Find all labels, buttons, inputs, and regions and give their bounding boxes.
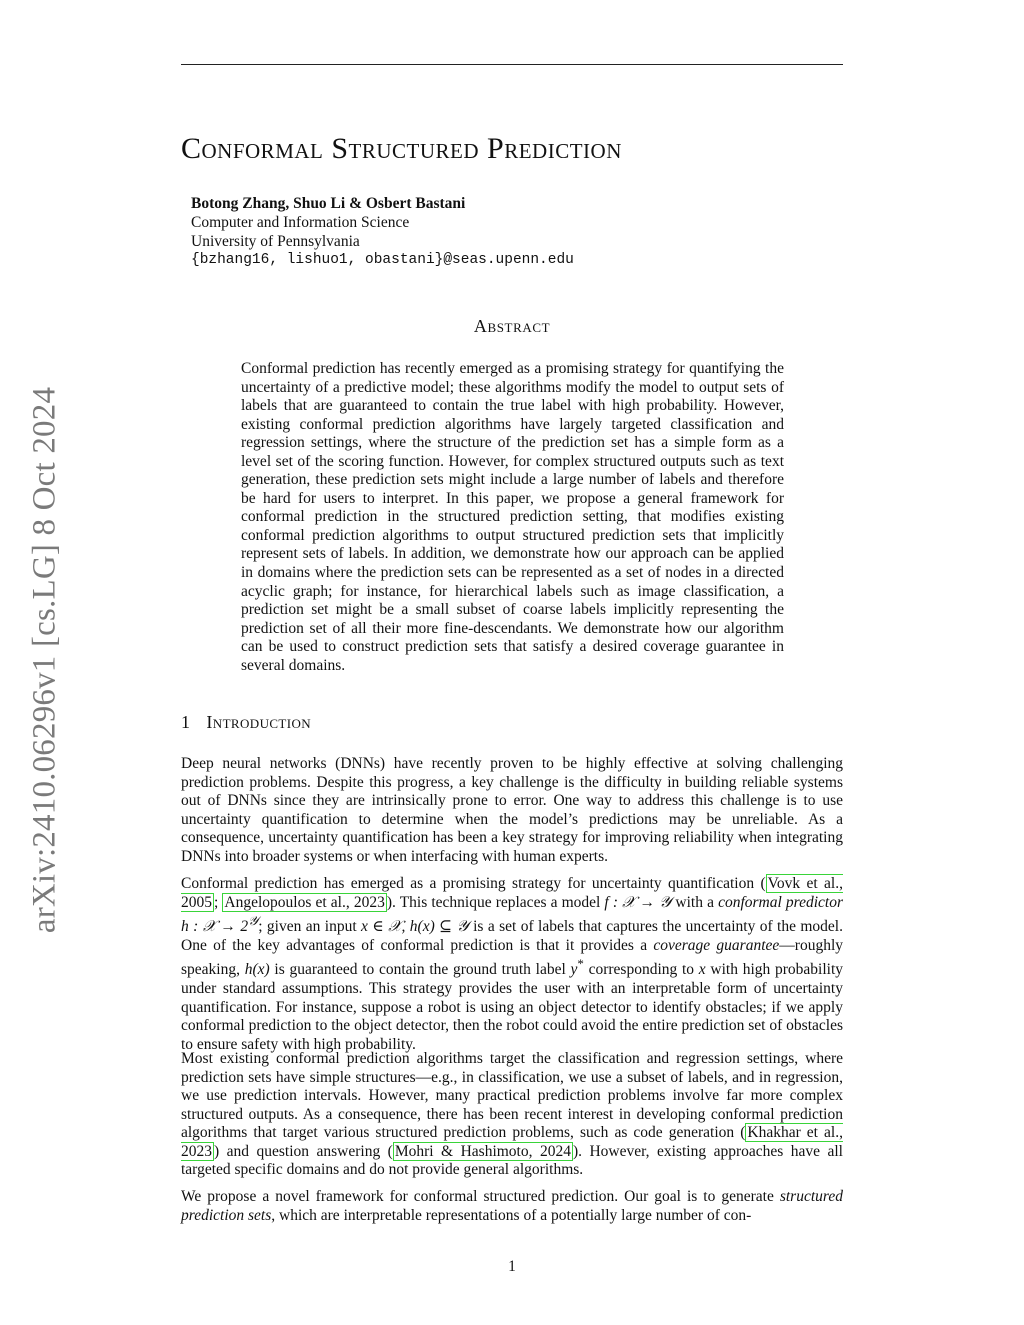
text-span: ; given an input xyxy=(258,918,362,936)
math-expression: x xyxy=(698,961,706,979)
abstract-heading: Abstract xyxy=(473,316,551,336)
section-title: Introduction xyxy=(206,712,312,732)
citation-link[interactable]: Mohri & Hashimoto, 2024 xyxy=(394,1142,571,1160)
text-span: , which are interpretable representations of a potentially large number of con- xyxy=(271,1206,752,1224)
text-span: with high probability under standard assumptions. This strategy provides the user with an interpretable form of uncertainty quantification. For instance, suppose a robot is using an object detector to identify obstacles; if we apply conformal prediction to the object detector, then the robot could avoid the entire prediction set of obstacles to ensure safety with high probability. xyxy=(181,961,843,1053)
citation-link[interactable]: Khakhar et al., 2023 xyxy=(181,1124,843,1160)
author-names: Botong Zhang, Shuo Li & Osbert Bastani xyxy=(191,195,466,212)
intro-paragraph-1: Deep neural networks (DNNs) have recently proven to be highly effective at solving challenging prediction problems. Despite this progress, a key challenge is the difficulty in building reliable systems out of DNNs since they are intrinsically prone to error. One way to address this challenge is to use uncertainty quantification to determine when the model’s predictions may be unreliable. As a consequence, uncertainty quantification has been a key strategy for improving reliability when integrating DNNs into broader systems or when interfacing with human experts. xyxy=(181,755,843,865)
math-expression: x ∈ 𝒳, h(x) ⊆ 𝒴 xyxy=(361,918,469,936)
text-span: with a xyxy=(671,893,719,911)
arxiv-identifier: arXiv:2410.06296v1 [cs.LG] 8 Oct 2024 xyxy=(26,386,63,934)
text-span: ). This technique replaces a model xyxy=(386,893,605,911)
text-span: is guaranteed to contain the ground truth label xyxy=(269,961,571,979)
text-span: Most existing conformal prediction algorithms target the classification and regression settings, where prediction sets have simple structures—e.g., in classification, we use a subset of labels, and in regression, we use prediction intervals. However, many practical prediction problems involve far more complex structured outputs. As a consequence, there has been recent interest in developing conformal prediction algorithms that target various structured prediction problems, such as code generation ( xyxy=(181,1050,843,1142)
paper-title: Conformal Structured Prediction xyxy=(181,132,622,165)
emphasis-text: structured prediction sets xyxy=(181,1188,843,1224)
intro-paragraph-2 xyxy=(181,875,843,1054)
text-span: We propose a novel framework for conformal structured prediction. Our goal is to generate xyxy=(181,1188,780,1205)
abstract-text: Conformal prediction has recently emerged as a promising strategy for quantifying the uncertainty of a predictive model; these algorithms modify the model to output sets of labels that are guaranteed to contain the true label with high probability. However, existing conformal prediction algorithms have largely targeted classification and regression settings, where the structure of the prediction set has a simple form as a level set of the scoring function. However, for complex structured outputs such as text generation, these prediction sets might include a large number of labels and therefore be hard for users to interpret. In this paper, we propose a general framework for conformal prediction in the structured prediction setting, that modifies existing conformal prediction algorithms to output structured prediction sets that implicitly represent sets of labels. In addition, we demonstrate how our approach can be applied in domains where the prediction sets can be represented as a set of nodes in a directed acyclic graph; for instance, for hierarchical labels such as image classification, a prediction set might be a small subset of coarse labels implicitly representing the prediction set of all their more fine-descendants. We demonstrate how our algorithm can be used to construct prediction sets that satisfy a desired coverage guarantee in several domains. xyxy=(241,360,784,674)
page-number: 1 xyxy=(508,1258,516,1275)
math-expression: h : 𝒳 → 2 xyxy=(181,918,249,936)
header-rule xyxy=(181,64,843,65)
emphasis-text: conformal predictor xyxy=(718,893,843,911)
math-expression: h(x) xyxy=(244,961,270,979)
text-span: —roughly speaking, xyxy=(181,936,843,979)
author-email: {bzhang16, lishuo1, obastani}@seas.upenn.edu xyxy=(191,252,574,268)
citation-link[interactable]: Vovk et al., 2005 xyxy=(181,875,843,911)
author-university: University of Pennsylvania xyxy=(191,233,360,250)
math-superscript: * xyxy=(577,956,584,972)
author-department: Computer and Information Science xyxy=(191,214,410,231)
text-span: corresponding to xyxy=(583,961,699,979)
text-span: ; xyxy=(214,893,223,911)
math-expression: f : 𝒳 → 𝒴 xyxy=(604,893,672,911)
text-span: ) and question answering ( xyxy=(214,1142,393,1160)
math-expression: y xyxy=(570,961,578,979)
intro-paragraph-3 xyxy=(181,1050,843,1180)
math-superscript: 𝒴 xyxy=(248,913,259,929)
text-span: is a set of labels that captures the uncertainty of the model. One of the key advantages of conformal prediction is that it provides a xyxy=(181,918,843,954)
section-heading xyxy=(181,712,311,733)
emphasis-text: coverage guarantee xyxy=(653,936,780,954)
author-block xyxy=(191,194,574,270)
text-span: Conformal prediction has emerged as a promising strategy for uncertainty quantification ( xyxy=(181,875,766,892)
text-span: ). However, existing approaches have all targeted specific domains and do not provide general algorithms. xyxy=(181,1142,843,1179)
intro-paragraph-4 xyxy=(181,1188,843,1225)
section-number: 1 xyxy=(181,712,191,732)
citation-link[interactable]: Angelopoulos et al., 2023 xyxy=(224,893,385,911)
arxiv-sidebar xyxy=(10,360,80,960)
